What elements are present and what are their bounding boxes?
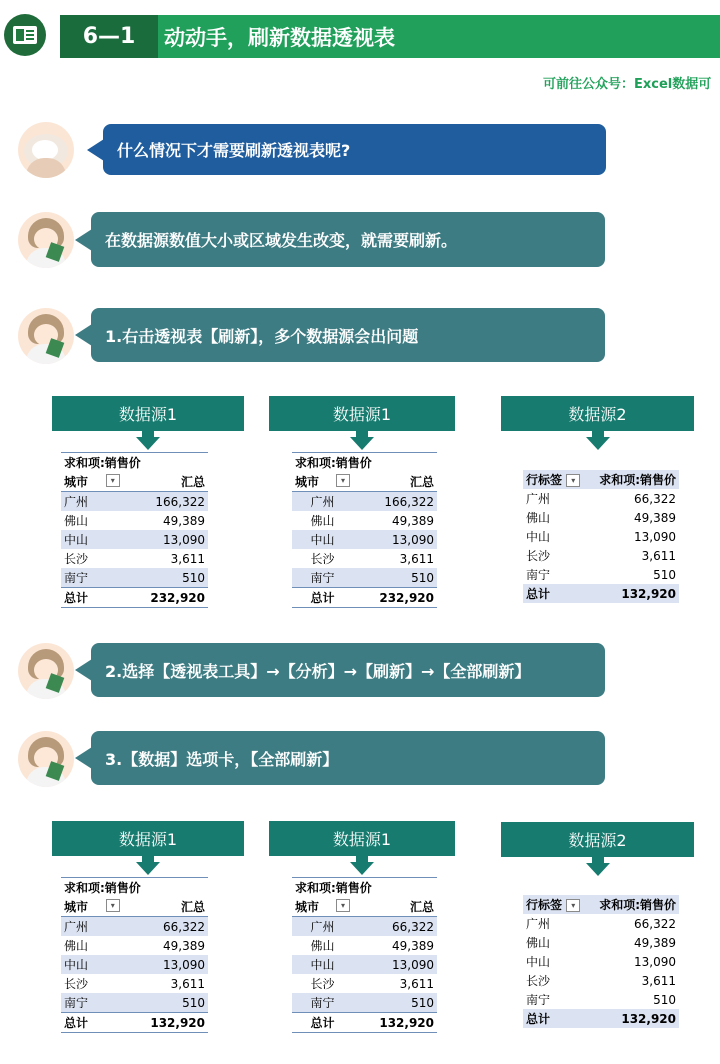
- total-value: 132,920: [123, 1013, 208, 1033]
- column-header: 汇总: [123, 897, 208, 917]
- cell: 中山: [292, 955, 353, 974]
- cell: 3,611: [170, 976, 205, 991]
- page-title: 动动手，刷新数据透视表: [164, 25, 395, 50]
- cell: 佛山: [64, 514, 89, 528]
- filter-dropdown-icon[interactable]: ▾: [336, 899, 350, 912]
- cat-avatar-icon: [18, 122, 74, 178]
- cell: 中山: [526, 955, 551, 969]
- girl-avatar-icon: [18, 643, 74, 699]
- down-arrow-icon: [136, 437, 160, 450]
- cell: 510: [653, 992, 676, 1007]
- cell: 长沙: [310, 977, 335, 991]
- bubble-text: 什么情况下才需要刷新透视表呢?: [117, 141, 351, 160]
- question-bubble: [103, 124, 606, 175]
- cell: 3,611: [399, 551, 434, 566]
- source-banner: 数据源1: [269, 396, 455, 431]
- cell: 510: [353, 568, 437, 588]
- total-value: 132,920: [589, 1009, 679, 1028]
- cell: 中山: [61, 530, 123, 549]
- column-header: 行标签 ▾: [523, 470, 589, 489]
- cell: 3,611: [641, 548, 676, 563]
- cell: 长沙: [64, 552, 89, 566]
- filter-dropdown-icon[interactable]: ▾: [566, 474, 580, 487]
- cell: 510: [353, 993, 437, 1013]
- cell: 166,322: [353, 492, 437, 512]
- cell: 广州: [292, 492, 353, 512]
- column-header: 城市 ▾: [292, 897, 353, 917]
- cell: 广州: [292, 917, 353, 937]
- cell: 49,389: [634, 935, 676, 950]
- cell: 南宁: [292, 568, 353, 588]
- filter-dropdown-icon[interactable]: ▾: [336, 474, 350, 487]
- source-banner: 数据源1: [52, 396, 244, 431]
- cell: 3,611: [399, 976, 434, 991]
- total-label: 总计: [523, 1009, 589, 1028]
- cell: 南宁: [61, 568, 123, 588]
- cell: 49,389: [392, 938, 434, 953]
- pivot-caption: 求和项:销售价: [292, 453, 437, 473]
- column-header: 行标签 ▾: [523, 895, 589, 914]
- cell: 66,322: [634, 491, 676, 506]
- cell: 长沙: [526, 549, 551, 563]
- cell: 南宁: [526, 568, 551, 582]
- cell: 南宁: [526, 993, 551, 1007]
- pivot-table: [61, 877, 208, 1033]
- bubble-text: 在数据源数值大小或区域发生改变，就需要刷新。: [105, 231, 458, 250]
- cell: 49,389: [634, 510, 676, 525]
- pivot-caption: 求和项:销售价: [61, 878, 208, 898]
- source-banner: 数据源2: [501, 822, 694, 857]
- filter-dropdown-icon[interactable]: ▾: [106, 474, 120, 487]
- cell: 49,389: [163, 938, 205, 953]
- step1-bubble: [91, 308, 605, 362]
- section-number: 6—1: [60, 15, 158, 58]
- pivot-table: [292, 877, 437, 1033]
- cell: 中山: [292, 530, 353, 549]
- bubble-text: 2.选择【透视表工具】→【分析】→【刷新】→【全部刷新】: [105, 661, 531, 681]
- column-header: 城市 ▾: [61, 472, 123, 492]
- column-header: 城市 ▾: [292, 472, 353, 492]
- down-arrow-icon: [586, 863, 610, 876]
- cell: 13,090: [353, 530, 437, 549]
- down-arrow-icon: [136, 862, 160, 875]
- cell: 广州: [61, 917, 123, 937]
- source-banner: 数据源2: [501, 396, 694, 431]
- cell: 510: [123, 568, 208, 588]
- subnote: 可前往公众号：Excel数据可: [543, 77, 712, 92]
- pivot-table: [292, 452, 437, 608]
- step3-bubble: [91, 731, 605, 785]
- column-header: 汇总: [123, 472, 208, 492]
- cell: 66,322: [353, 917, 437, 937]
- column-header: 求和项:销售价: [589, 470, 679, 489]
- total-label: 总计: [292, 588, 353, 608]
- source-banner: 数据源1: [269, 821, 455, 856]
- cell: 66,322: [634, 916, 676, 931]
- bubble-text: 1.右击透视表【刷新】，多个数据源会出问题: [105, 326, 419, 346]
- total-value: 132,920: [589, 584, 679, 603]
- cell: 166,322: [123, 492, 208, 512]
- pivot-table: [523, 470, 679, 603]
- filter-dropdown-icon[interactable]: ▾: [566, 899, 580, 912]
- column-header: 汇总: [353, 897, 437, 917]
- down-arrow-icon: [350, 862, 374, 875]
- cell: 佛山: [526, 936, 551, 950]
- excel-logo-icon: [4, 14, 46, 56]
- cell: 中山: [61, 955, 123, 974]
- cell: 长沙: [64, 977, 89, 991]
- column-header: 汇总: [353, 472, 437, 492]
- cell: 佛山: [64, 939, 89, 953]
- girl-avatar-icon: [18, 731, 74, 787]
- cell: 13,090: [634, 529, 676, 544]
- total-label: 总计: [523, 584, 589, 603]
- cell: 广州: [61, 492, 123, 512]
- cell: 66,322: [123, 917, 208, 937]
- cell: 南宁: [61, 993, 123, 1013]
- total-label: 总计: [61, 588, 123, 608]
- column-header: 城市 ▾: [61, 897, 123, 917]
- cell: 佛山: [310, 939, 335, 953]
- total-value: 232,920: [123, 588, 208, 608]
- cell: 510: [653, 567, 676, 582]
- source-banner: 数据源1: [52, 821, 244, 856]
- cell: 佛山: [310, 514, 335, 528]
- cell: 广州: [526, 917, 551, 931]
- cell: 49,389: [163, 513, 205, 528]
- pivot-table: [523, 895, 679, 1028]
- girl-avatar-icon: [18, 308, 74, 364]
- total-value: 132,920: [353, 1013, 437, 1033]
- cell: 长沙: [526, 974, 551, 988]
- pivot-table: [61, 452, 208, 608]
- cell: 长沙: [310, 552, 335, 566]
- pivot-caption: 求和项:销售价: [292, 878, 437, 898]
- cell: 3,611: [170, 551, 205, 566]
- cell: 中山: [526, 530, 551, 544]
- cell: 13,090: [353, 955, 437, 974]
- total-label: 总计: [61, 1013, 123, 1033]
- step2-bubble: [91, 643, 605, 697]
- down-arrow-icon: [350, 437, 374, 450]
- girl-avatar-icon: [18, 212, 74, 268]
- cell: 13,090: [634, 954, 676, 969]
- total-value: 232,920: [353, 588, 437, 608]
- cell: 13,090: [123, 955, 208, 974]
- cell: 南宁: [292, 993, 353, 1013]
- cell: 3,611: [641, 973, 676, 988]
- cell: 佛山: [526, 511, 551, 525]
- total-label: 总计: [292, 1013, 353, 1033]
- down-arrow-icon: [586, 437, 610, 450]
- bubble-text: 3.【数据】选项卡，【全部刷新】: [105, 749, 339, 769]
- answer-bubble: [91, 212, 605, 267]
- cell: 49,389: [392, 513, 434, 528]
- cell: 13,090: [123, 530, 208, 549]
- column-header: 求和项:销售价: [589, 895, 679, 914]
- cell: 广州: [526, 492, 551, 506]
- cell: 510: [123, 993, 208, 1013]
- filter-dropdown-icon[interactable]: ▾: [106, 899, 120, 912]
- pivot-caption: 求和项:销售价: [61, 453, 208, 473]
